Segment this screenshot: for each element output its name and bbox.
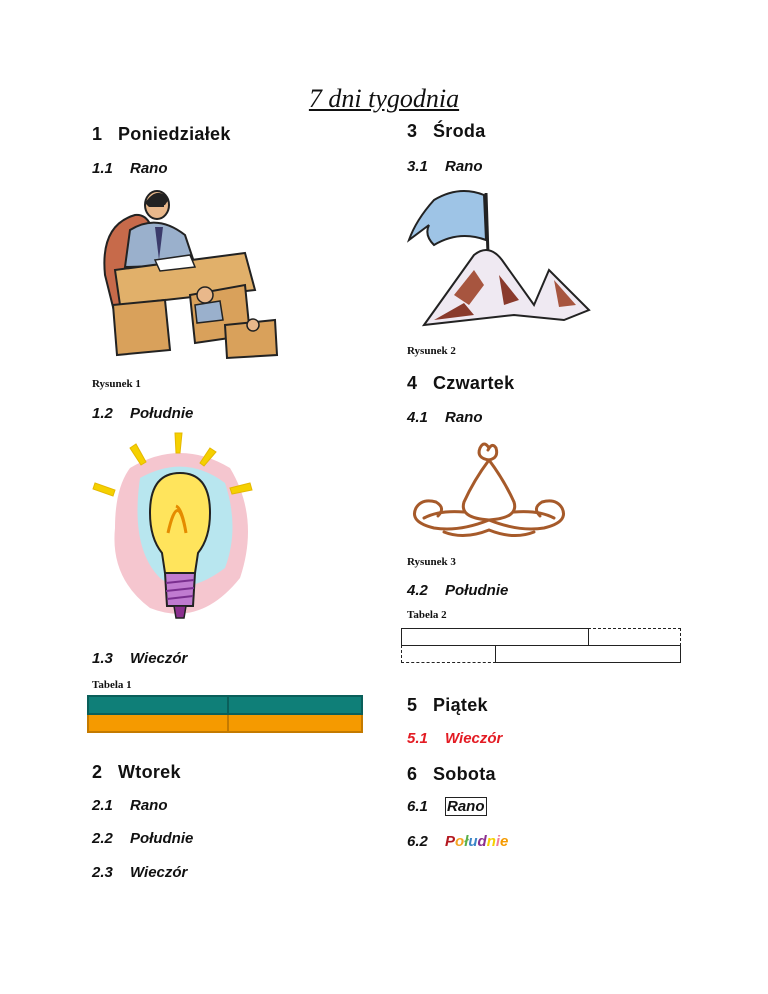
subheading-wed-rano bbox=[407, 158, 483, 175]
subheading-text: Wieczór bbox=[130, 650, 188, 667]
heading-number: 6 bbox=[407, 764, 418, 784]
subheading-tue-rano bbox=[92, 797, 168, 814]
table-cell bbox=[88, 696, 228, 714]
rainbow-text bbox=[445, 833, 508, 850]
table-1 bbox=[87, 695, 363, 733]
heading-text: Sobota bbox=[433, 764, 496, 784]
subheading-number: 2.3 bbox=[92, 864, 113, 881]
table-cell bbox=[401, 628, 589, 646]
heading-number: 1 bbox=[92, 124, 103, 144]
table-cell bbox=[401, 645, 496, 663]
subheading-text: Wieczór bbox=[445, 730, 503, 747]
caption-rysunek-2: Rysunek 2 bbox=[407, 345, 456, 357]
subheading-text: Wieczór bbox=[130, 864, 188, 881]
heading-text: Czwartek bbox=[433, 373, 515, 393]
heading-piatek bbox=[407, 695, 488, 716]
table-cell bbox=[228, 714, 362, 732]
subheading-number: 5.1 bbox=[407, 730, 428, 747]
subheading-tue-poludnie bbox=[92, 830, 193, 847]
heading-czwartek bbox=[407, 373, 514, 394]
subheading-text: Rano bbox=[130, 797, 168, 814]
table-row bbox=[88, 696, 362, 714]
businessman-illustration bbox=[95, 185, 285, 360]
subheading-number: 4.2 bbox=[407, 582, 428, 599]
subheading-sat-rano bbox=[407, 798, 487, 815]
subheading-tue-wieczor bbox=[92, 864, 187, 881]
table-cell bbox=[88, 714, 228, 732]
caption-rysunek-3: Rysunek 3 bbox=[407, 556, 456, 568]
heading-number: 3 bbox=[407, 121, 418, 141]
heading-text: Wtorek bbox=[118, 762, 181, 782]
caption-tabela-1: Tabela 1 bbox=[92, 679, 132, 691]
subheading-number: 6.2 bbox=[407, 833, 428, 850]
rainbow-letter: n bbox=[486, 833, 496, 850]
subheading-thu-rano bbox=[407, 409, 483, 426]
subheading-mon-wieczor bbox=[92, 650, 187, 667]
table-cell bbox=[588, 628, 681, 646]
rainbow-letter: e bbox=[500, 833, 509, 850]
subheading-mon-rano bbox=[92, 160, 168, 177]
heading-text: Środa bbox=[433, 121, 486, 141]
rainbow-letter: ł bbox=[464, 833, 469, 850]
subheading-text: Południe bbox=[130, 830, 194, 847]
heading-text: Poniedziałek bbox=[118, 124, 231, 144]
subheading-number: 6.1 bbox=[407, 798, 428, 815]
lightbulb-illustration bbox=[90, 428, 265, 638]
heading-number: 4 bbox=[407, 373, 418, 393]
subheading-text: Rano bbox=[445, 409, 483, 426]
subheading-text: Rano bbox=[447, 798, 485, 815]
subheading-text: Rano bbox=[130, 160, 168, 177]
subheading-number: 4.1 bbox=[407, 409, 428, 426]
subheading-text: Południe bbox=[130, 405, 194, 422]
subheading-number: 3.1 bbox=[407, 158, 428, 175]
rainbow-letter: u bbox=[468, 833, 478, 850]
heading-sroda bbox=[407, 121, 486, 142]
table-cell bbox=[228, 696, 362, 714]
heading-wtorek bbox=[92, 762, 181, 783]
heading-text: Piątek bbox=[433, 695, 488, 715]
subheading-number: 1.1 bbox=[92, 160, 113, 177]
subheading-text: Rano bbox=[445, 158, 483, 175]
subheading-mon-poludnie bbox=[92, 405, 193, 422]
document-title: 7 dni tygodnia bbox=[308, 84, 460, 113]
subheading-fri-wieczor bbox=[407, 730, 502, 747]
subheading-number: 1.3 bbox=[92, 650, 113, 667]
subheading-number: 2.2 bbox=[92, 830, 113, 847]
heading-sobota bbox=[407, 764, 496, 785]
table-row bbox=[88, 714, 362, 732]
caption-tabela-2: Tabela 2 bbox=[407, 609, 447, 621]
table-cell bbox=[495, 645, 681, 663]
rainbow-letter: o bbox=[455, 833, 465, 850]
rainbow-letter: P bbox=[445, 833, 456, 850]
heading-number: 2 bbox=[92, 762, 103, 782]
heading-poniedzialek bbox=[92, 124, 231, 145]
rainbow-letter: i bbox=[495, 833, 501, 850]
ornament-illustration bbox=[404, 440, 574, 545]
heading-number: 5 bbox=[407, 695, 418, 715]
rainbow-letter: d bbox=[477, 833, 487, 850]
table-2 bbox=[401, 628, 681, 662]
mountain-flag-illustration bbox=[404, 185, 594, 330]
subheading-text: Południe bbox=[445, 582, 509, 599]
subheading-number: 2.1 bbox=[92, 797, 113, 814]
subheading-thu-poludnie bbox=[407, 582, 508, 599]
subheading-sat-poludnie bbox=[407, 833, 508, 850]
subheading-number: 1.2 bbox=[92, 405, 113, 422]
caption-rysunek-1: Rysunek 1 bbox=[92, 378, 141, 390]
